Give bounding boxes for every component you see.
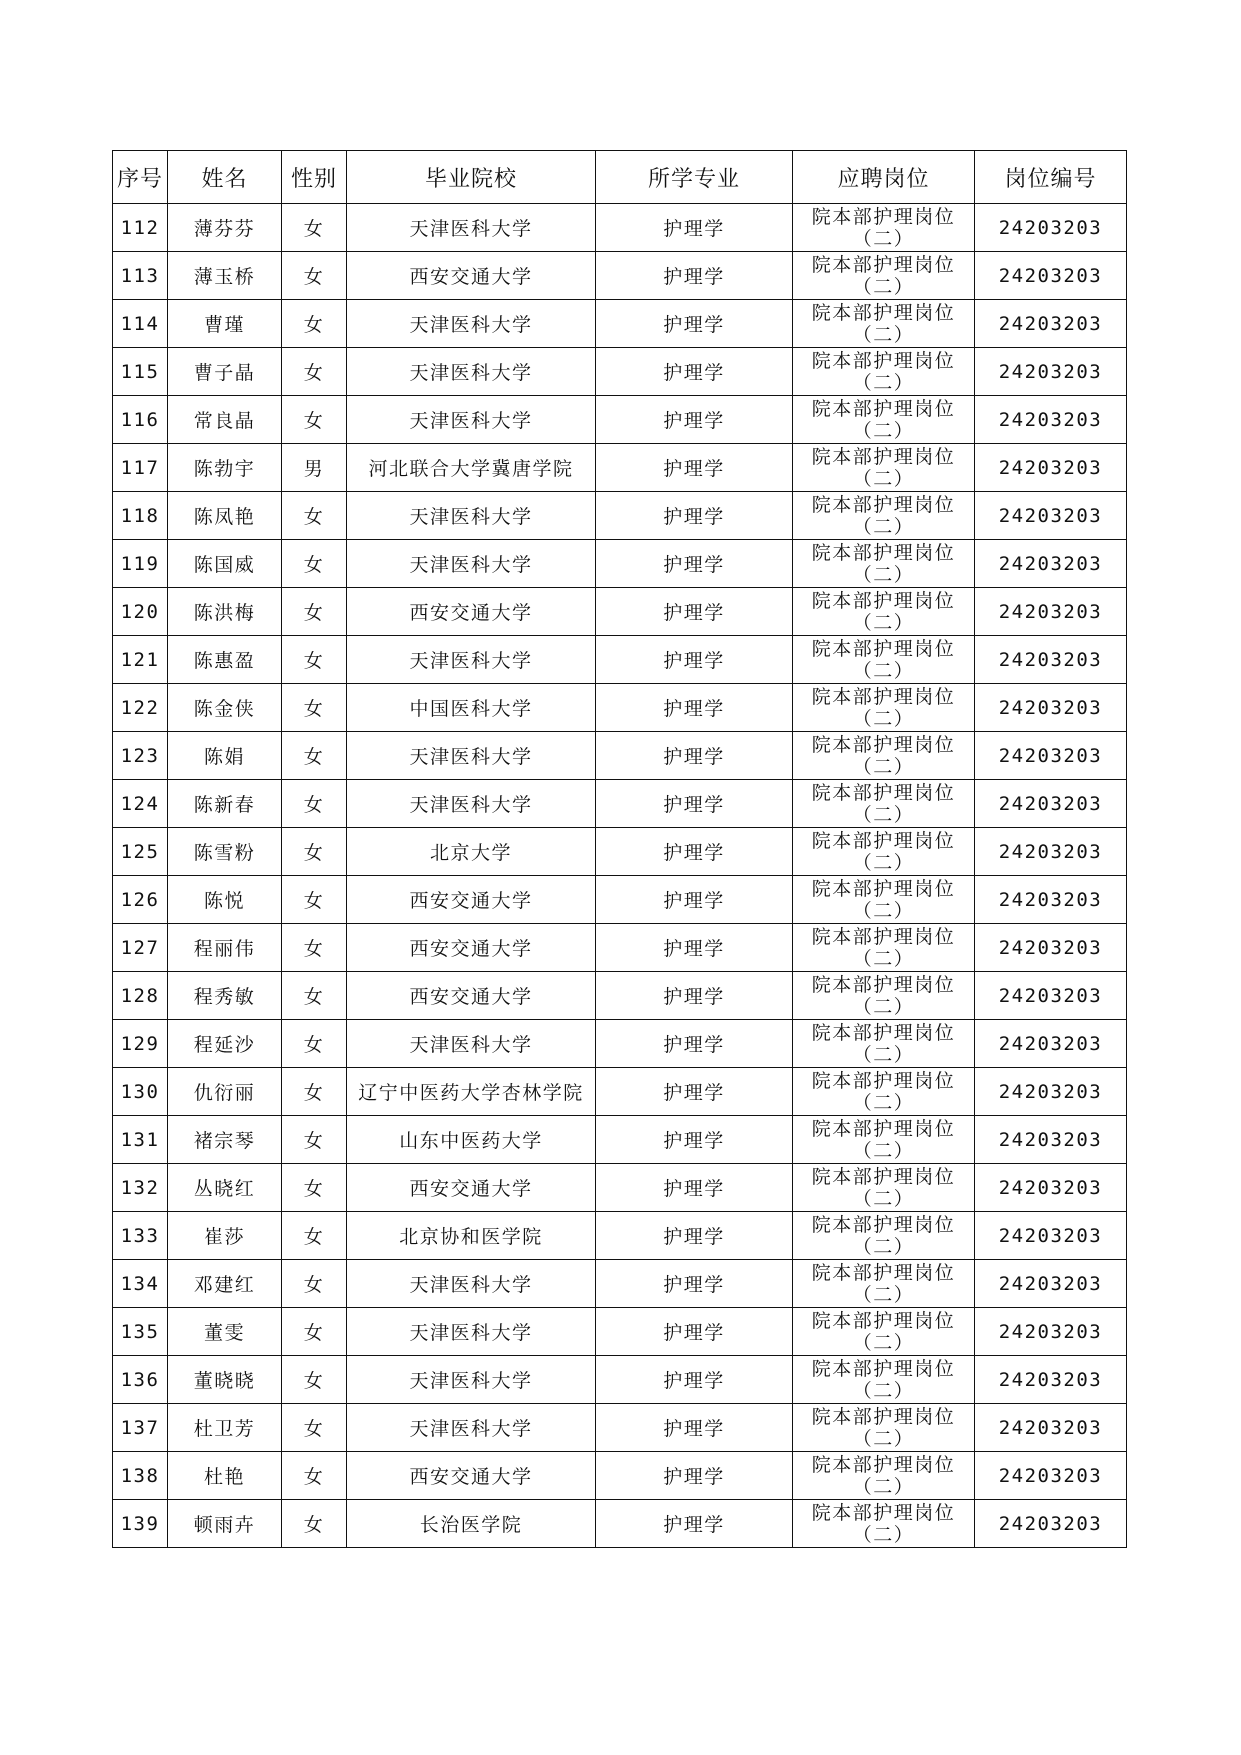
cell-no: 138 <box>113 1452 168 1500</box>
cell-name: 董雯 <box>168 1308 282 1356</box>
cell-no: 112 <box>113 204 168 252</box>
post-line-1: 院本部护理岗位 <box>811 781 956 804</box>
post-line-2: （二） <box>852 707 915 730</box>
cell-code: 24203203 <box>975 444 1127 492</box>
table-row <box>113 540 1127 588</box>
cell-major: 护理学 <box>596 972 793 1020</box>
table-row <box>113 636 1127 684</box>
table-row <box>113 492 1127 540</box>
cell-name: 曹瑾 <box>168 300 282 348</box>
cell-name: 曹子晶 <box>168 348 282 396</box>
cell-school: 天津医科大学 <box>347 1260 596 1308</box>
cell-major: 护理学 <box>596 1308 793 1356</box>
post-line-1: 院本部护理岗位 <box>811 925 956 948</box>
cell-no: 114 <box>113 300 168 348</box>
table-row <box>113 924 1127 972</box>
cell-gender: 女 <box>282 1068 347 1116</box>
cell-code: 24203203 <box>975 1116 1127 1164</box>
cell-post <box>793 348 975 396</box>
post-line-1: 院本部护理岗位 <box>811 1453 956 1476</box>
post-line-2: （二） <box>852 371 915 394</box>
cell-post <box>793 1068 975 1116</box>
cell-major: 护理学 <box>596 1260 793 1308</box>
cell-no: 127 <box>113 924 168 972</box>
table-row <box>113 684 1127 732</box>
post-line-1: 院本部护理岗位 <box>811 205 956 228</box>
cell-gender: 女 <box>282 204 347 252</box>
cell-no: 113 <box>113 252 168 300</box>
cell-post <box>793 1212 975 1260</box>
post-line-2: （二） <box>852 275 915 298</box>
cell-no: 133 <box>113 1212 168 1260</box>
post-line-2: （二） <box>852 1187 915 1210</box>
cell-name: 丛晓红 <box>168 1164 282 1212</box>
post-line-1: 院本部护理岗位 <box>811 349 956 372</box>
cell-gender: 女 <box>282 300 347 348</box>
cell-name: 陈惠盈 <box>168 636 282 684</box>
post-line-1: 院本部护理岗位 <box>811 973 956 996</box>
cell-gender: 女 <box>282 1500 347 1548</box>
cell-major: 护理学 <box>596 1020 793 1068</box>
cell-school: 天津医科大学 <box>347 300 596 348</box>
cell-school: 北京协和医学院 <box>347 1212 596 1260</box>
cell-gender: 女 <box>282 828 347 876</box>
post-line-2: （二） <box>852 515 915 538</box>
cell-school: 河北联合大学冀唐学院 <box>347 444 596 492</box>
cell-code: 24203203 <box>975 348 1127 396</box>
cell-code: 24203203 <box>975 1260 1127 1308</box>
cell-post <box>793 396 975 444</box>
post-line-2: （二） <box>852 1427 915 1450</box>
cell-post <box>793 204 975 252</box>
cell-gender: 女 <box>282 780 347 828</box>
post-line-1: 院本部护理岗位 <box>811 589 956 612</box>
post-line-1: 院本部护理岗位 <box>811 301 956 324</box>
cell-code: 24203203 <box>975 396 1127 444</box>
cell-gender: 女 <box>282 1356 347 1404</box>
header-name: 姓名 <box>168 151 282 204</box>
cell-no: 125 <box>113 828 168 876</box>
post-line-1: 院本部护理岗位 <box>811 493 956 516</box>
table-body <box>113 204 1127 1548</box>
cell-major: 护理学 <box>596 1356 793 1404</box>
cell-major: 护理学 <box>596 876 793 924</box>
cell-school: 西安交通大学 <box>347 972 596 1020</box>
cell-name: 陈国威 <box>168 540 282 588</box>
cell-school: 中国医科大学 <box>347 684 596 732</box>
cell-no: 121 <box>113 636 168 684</box>
cell-no: 134 <box>113 1260 168 1308</box>
cell-post <box>793 444 975 492</box>
post-line-1: 院本部护理岗位 <box>811 253 956 276</box>
cell-gender: 女 <box>282 876 347 924</box>
header-row <box>113 151 1127 204</box>
cell-code: 24203203 <box>975 252 1127 300</box>
post-line-2: （二） <box>852 659 915 682</box>
cell-major: 护理学 <box>596 348 793 396</box>
cell-major: 护理学 <box>596 396 793 444</box>
post-line-2: （二） <box>852 1283 915 1306</box>
table-row <box>113 204 1127 252</box>
post-line-2: （二） <box>852 803 915 826</box>
header-gender: 性别 <box>282 151 347 204</box>
cell-name: 崔莎 <box>168 1212 282 1260</box>
cell-name: 陈新春 <box>168 780 282 828</box>
cell-name: 仇衍丽 <box>168 1068 282 1116</box>
candidate-table <box>112 150 1127 1548</box>
post-line-1: 院本部护理岗位 <box>811 1357 956 1380</box>
cell-name: 陈雪粉 <box>168 828 282 876</box>
cell-school: 天津医科大学 <box>347 348 596 396</box>
cell-major: 护理学 <box>596 828 793 876</box>
cell-school: 天津医科大学 <box>347 204 596 252</box>
cell-gender: 女 <box>282 1212 347 1260</box>
cell-name: 顿雨卉 <box>168 1500 282 1548</box>
table-row <box>113 300 1127 348</box>
post-line-1: 院本部护理岗位 <box>811 733 956 756</box>
cell-no: 123 <box>113 732 168 780</box>
post-line-2: （二） <box>852 1091 915 1114</box>
cell-no: 132 <box>113 1164 168 1212</box>
cell-post <box>793 876 975 924</box>
header-post: 应聘岗位 <box>793 151 975 204</box>
post-line-1: 院本部护理岗位 <box>811 637 956 660</box>
cell-post <box>793 1500 975 1548</box>
cell-no: 126 <box>113 876 168 924</box>
table-row <box>113 828 1127 876</box>
post-line-2: （二） <box>852 563 915 586</box>
cell-major: 护理学 <box>596 924 793 972</box>
cell-no: 135 <box>113 1308 168 1356</box>
post-line-2: （二） <box>852 947 915 970</box>
post-line-2: （二） <box>852 611 915 634</box>
cell-name: 陈悦 <box>168 876 282 924</box>
cell-school: 天津医科大学 <box>347 1356 596 1404</box>
cell-school: 西安交通大学 <box>347 588 596 636</box>
table-row <box>113 348 1127 396</box>
cell-name: 褚宗琴 <box>168 1116 282 1164</box>
table-row <box>113 1164 1127 1212</box>
table-row <box>113 1212 1127 1260</box>
cell-major: 护理学 <box>596 1164 793 1212</box>
cell-major: 护理学 <box>596 300 793 348</box>
cell-code: 24203203 <box>975 924 1127 972</box>
cell-code: 24203203 <box>975 1020 1127 1068</box>
table-row <box>113 1116 1127 1164</box>
post-line-1: 院本部护理岗位 <box>811 1165 956 1188</box>
cell-post <box>793 492 975 540</box>
cell-code: 24203203 <box>975 300 1127 348</box>
cell-post <box>793 300 975 348</box>
table-row <box>113 780 1127 828</box>
cell-school: 天津医科大学 <box>347 780 596 828</box>
post-line-2: （二） <box>852 227 915 250</box>
table-row <box>113 444 1127 492</box>
cell-gender: 女 <box>282 1164 347 1212</box>
cell-code: 24203203 <box>975 828 1127 876</box>
cell-gender: 女 <box>282 636 347 684</box>
cell-major: 护理学 <box>596 1404 793 1452</box>
cell-gender: 女 <box>282 252 347 300</box>
cell-gender: 女 <box>282 1452 347 1500</box>
cell-name: 杜卫芳 <box>168 1404 282 1452</box>
cell-major: 护理学 <box>596 1068 793 1116</box>
cell-school: 天津医科大学 <box>347 492 596 540</box>
cell-school: 西安交通大学 <box>347 876 596 924</box>
post-line-2: （二） <box>852 899 915 922</box>
cell-school: 天津医科大学 <box>347 1308 596 1356</box>
post-line-1: 院本部护理岗位 <box>811 541 956 564</box>
post-line-1: 院本部护理岗位 <box>811 1405 956 1428</box>
cell-no: 116 <box>113 396 168 444</box>
cell-code: 24203203 <box>975 1404 1127 1452</box>
cell-major: 护理学 <box>596 1212 793 1260</box>
cell-post <box>793 972 975 1020</box>
cell-code: 24203203 <box>975 540 1127 588</box>
cell-code: 24203203 <box>975 684 1127 732</box>
table-row <box>113 396 1127 444</box>
table-row <box>113 1356 1127 1404</box>
table-row <box>113 252 1127 300</box>
cell-major: 护理学 <box>596 492 793 540</box>
post-line-2: （二） <box>852 1475 915 1498</box>
cell-school: 天津医科大学 <box>347 396 596 444</box>
cell-no: 136 <box>113 1356 168 1404</box>
table-row <box>113 732 1127 780</box>
cell-gender: 女 <box>282 1308 347 1356</box>
cell-post <box>793 588 975 636</box>
post-line-1: 院本部护理岗位 <box>811 397 956 420</box>
cell-gender: 女 <box>282 684 347 732</box>
cell-school: 长治医学院 <box>347 1500 596 1548</box>
post-line-1: 院本部护理岗位 <box>811 1261 956 1284</box>
cell-gender: 女 <box>282 348 347 396</box>
post-line-2: （二） <box>852 323 915 346</box>
cell-name: 董晓晓 <box>168 1356 282 1404</box>
cell-school: 北京大学 <box>347 828 596 876</box>
post-line-1: 院本部护理岗位 <box>811 1309 956 1332</box>
post-line-2: （二） <box>852 1379 915 1402</box>
cell-post <box>793 828 975 876</box>
cell-school: 辽宁中医药大学杏林学院 <box>347 1068 596 1116</box>
table-row <box>113 1068 1127 1116</box>
cell-no: 120 <box>113 588 168 636</box>
cell-name: 陈凤艳 <box>168 492 282 540</box>
table-row <box>113 972 1127 1020</box>
post-line-2: （二） <box>852 1331 915 1354</box>
cell-post <box>793 1452 975 1500</box>
cell-no: 137 <box>113 1404 168 1452</box>
cell-name: 薄玉桥 <box>168 252 282 300</box>
cell-major: 护理学 <box>596 1452 793 1500</box>
post-line-1: 院本部护理岗位 <box>811 877 956 900</box>
cell-gender: 女 <box>282 540 347 588</box>
cell-post <box>793 780 975 828</box>
table-row <box>113 588 1127 636</box>
cell-code: 24203203 <box>975 972 1127 1020</box>
cell-name: 杜艳 <box>168 1452 282 1500</box>
table-row <box>113 1500 1127 1548</box>
header-school: 毕业院校 <box>347 151 596 204</box>
post-line-1: 院本部护理岗位 <box>811 1501 956 1524</box>
cell-post <box>793 732 975 780</box>
cell-post <box>793 684 975 732</box>
post-line-2: （二） <box>852 755 915 778</box>
post-line-2: （二） <box>852 467 915 490</box>
cell-code: 24203203 <box>975 1356 1127 1404</box>
cell-no: 130 <box>113 1068 168 1116</box>
cell-gender: 女 <box>282 1116 347 1164</box>
cell-major: 护理学 <box>596 540 793 588</box>
cell-major: 护理学 <box>596 684 793 732</box>
table-row <box>113 1452 1127 1500</box>
cell-no: 119 <box>113 540 168 588</box>
cell-gender: 女 <box>282 1020 347 1068</box>
cell-major: 护理学 <box>596 588 793 636</box>
cell-school: 天津医科大学 <box>347 1404 596 1452</box>
post-line-2: （二） <box>852 1043 915 1066</box>
cell-school: 山东中医药大学 <box>347 1116 596 1164</box>
post-line-1: 院本部护理岗位 <box>811 1117 956 1140</box>
cell-major: 护理学 <box>596 780 793 828</box>
post-line-1: 院本部护理岗位 <box>811 1021 956 1044</box>
cell-name: 程延沙 <box>168 1020 282 1068</box>
cell-no: 117 <box>113 444 168 492</box>
cell-name: 薄芬芬 <box>168 204 282 252</box>
cell-name: 常良晶 <box>168 396 282 444</box>
cell-code: 24203203 <box>975 780 1127 828</box>
cell-post <box>793 252 975 300</box>
post-line-1: 院本部护理岗位 <box>811 1069 956 1092</box>
cell-school: 西安交通大学 <box>347 924 596 972</box>
table-row <box>113 1260 1127 1308</box>
post-line-2: （二） <box>852 1139 915 1162</box>
cell-post <box>793 1260 975 1308</box>
cell-major: 护理学 <box>596 1500 793 1548</box>
table-row <box>113 1308 1127 1356</box>
cell-post <box>793 1404 975 1452</box>
cell-gender: 女 <box>282 396 347 444</box>
cell-code: 24203203 <box>975 732 1127 780</box>
cell-gender: 女 <box>282 1404 347 1452</box>
cell-post <box>793 1164 975 1212</box>
post-line-2: （二） <box>852 419 915 442</box>
cell-school: 西安交通大学 <box>347 1164 596 1212</box>
cell-major: 护理学 <box>596 252 793 300</box>
cell-gender: 女 <box>282 732 347 780</box>
cell-gender: 女 <box>282 1260 347 1308</box>
cell-post <box>793 1020 975 1068</box>
table-row <box>113 1020 1127 1068</box>
cell-code: 24203203 <box>975 588 1127 636</box>
cell-post <box>793 540 975 588</box>
cell-name: 陈金侠 <box>168 684 282 732</box>
cell-school: 天津医科大学 <box>347 540 596 588</box>
cell-no: 131 <box>113 1116 168 1164</box>
cell-code: 24203203 <box>975 876 1127 924</box>
post-line-2: （二） <box>852 1523 915 1546</box>
cell-major: 护理学 <box>596 1116 793 1164</box>
cell-school: 天津医科大学 <box>347 636 596 684</box>
cell-no: 129 <box>113 1020 168 1068</box>
post-line-1: 院本部护理岗位 <box>811 445 956 468</box>
cell-code: 24203203 <box>975 492 1127 540</box>
cell-post <box>793 1116 975 1164</box>
cell-major: 护理学 <box>596 732 793 780</box>
header-no: 序号 <box>113 151 168 204</box>
post-line-2: （二） <box>852 1235 915 1258</box>
cell-code: 24203203 <box>975 1068 1127 1116</box>
cell-gender: 男 <box>282 444 347 492</box>
cell-code: 24203203 <box>975 1212 1127 1260</box>
cell-no: 115 <box>113 348 168 396</box>
cell-post <box>793 1356 975 1404</box>
cell-post <box>793 636 975 684</box>
post-line-1: 院本部护理岗位 <box>811 1213 956 1236</box>
cell-no: 122 <box>113 684 168 732</box>
cell-code: 24203203 <box>975 636 1127 684</box>
table-row <box>113 876 1127 924</box>
header-code: 岗位编号 <box>975 151 1127 204</box>
cell-code: 24203203 <box>975 1164 1127 1212</box>
post-line-2: （二） <box>852 995 915 1018</box>
header-major: 所学专业 <box>596 151 793 204</box>
post-line-1: 院本部护理岗位 <box>811 685 956 708</box>
cell-major: 护理学 <box>596 636 793 684</box>
cell-code: 24203203 <box>975 204 1127 252</box>
cell-no: 118 <box>113 492 168 540</box>
cell-code: 24203203 <box>975 1500 1127 1548</box>
cell-post <box>793 924 975 972</box>
cell-name: 邓建红 <box>168 1260 282 1308</box>
cell-name: 陈洪梅 <box>168 588 282 636</box>
cell-no: 124 <box>113 780 168 828</box>
cell-major: 护理学 <box>596 444 793 492</box>
cell-gender: 女 <box>282 588 347 636</box>
cell-name: 陈娟 <box>168 732 282 780</box>
cell-school: 西安交通大学 <box>347 252 596 300</box>
cell-code: 24203203 <box>975 1452 1127 1500</box>
cell-major: 护理学 <box>596 204 793 252</box>
cell-gender: 女 <box>282 924 347 972</box>
cell-no: 139 <box>113 1500 168 1548</box>
cell-gender: 女 <box>282 972 347 1020</box>
cell-name: 陈勃宇 <box>168 444 282 492</box>
cell-school: 天津医科大学 <box>347 732 596 780</box>
cell-name: 程丽伟 <box>168 924 282 972</box>
cell-post <box>793 1308 975 1356</box>
post-line-1: 院本部护理岗位 <box>811 829 956 852</box>
cell-name: 程秀敏 <box>168 972 282 1020</box>
table-row <box>113 1404 1127 1452</box>
cell-school: 西安交通大学 <box>347 1452 596 1500</box>
cell-gender: 女 <box>282 492 347 540</box>
post-line-2: （二） <box>852 851 915 874</box>
cell-code: 24203203 <box>975 1308 1127 1356</box>
cell-school: 天津医科大学 <box>347 1020 596 1068</box>
cell-no: 128 <box>113 972 168 1020</box>
